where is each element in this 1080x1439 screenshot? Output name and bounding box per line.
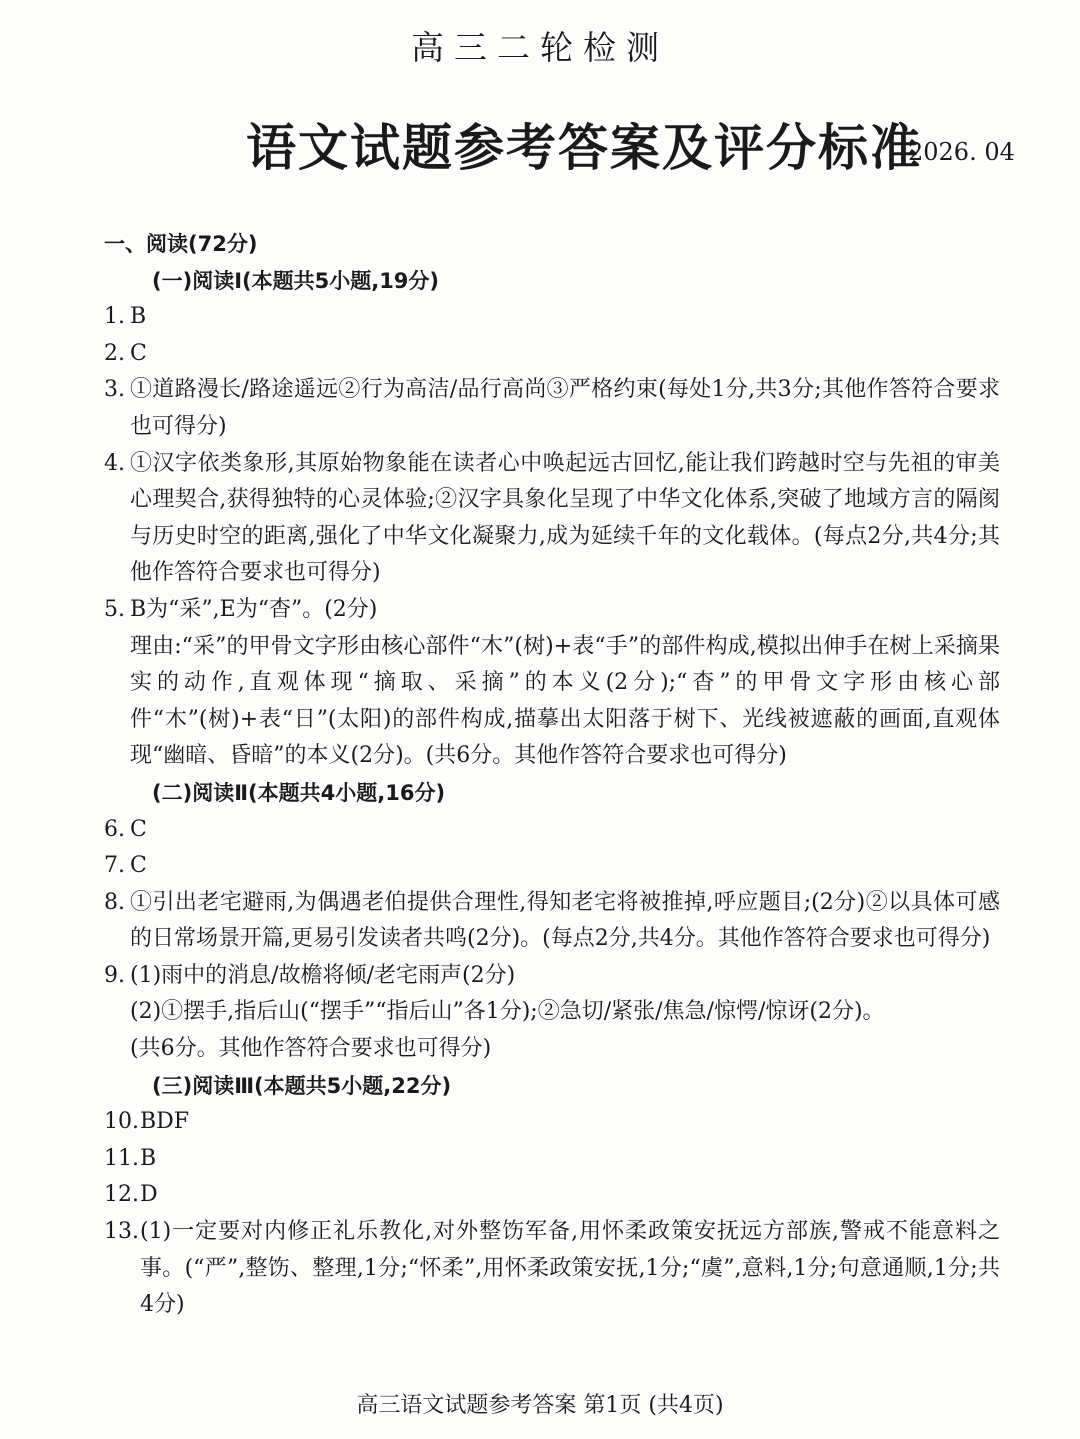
answer-text: B: [140, 1145, 157, 1171]
answer-item-1: [104, 299, 1000, 336]
answer-item-2: [104, 336, 1000, 373]
answer-item-10: [104, 1104, 1000, 1141]
subsection-heading-reading-3: (三)阅读Ⅲ(本题共5小题,22分): [152, 1073, 452, 1098]
answer-text: ①汉字依类象形,其原始物象能在读者心中唤起远古回忆,能让我们跨越时空与先祖的审美心理契合,获得独特的心灵体验;②汉字具象化呈现了中华文化体系,突破了地域方言的隔阂与历史时空的距离,强化了中华文化凝聚力,成为延续千年的文化载体。(每点2分,共4分;其他作答符合要求也可得分): [130, 450, 1000, 586]
question-number: 7.: [104, 853, 125, 879]
section-heading-reading: 一、阅读(72分): [104, 232, 258, 256]
answer-item-3: [104, 372, 1000, 445]
exam-date: 2026. 04: [908, 138, 1015, 166]
answer-item-13: [104, 1214, 1000, 1324]
question-number: 13.: [104, 1219, 139, 1245]
question-number: 4.: [104, 450, 125, 476]
page-footer: [0, 1388, 1080, 1419]
answer-text: D: [140, 1182, 158, 1208]
question-number: 11.: [104, 1145, 139, 1171]
question-number: 2.: [104, 340, 125, 366]
answer-part-1: (1)雨中的消息/故檐将倾/老宅雨声(2分): [130, 962, 516, 988]
answer-text: ①引出老宅避雨,为偶遇老伯提供合理性,得知老宅将被推掉,呼应题目;(2分)②以具体可感的日常场景开篇,更易引发读者共鸣(2分)。(每点2分,共4分。其他作答符合要求也可得分): [130, 889, 1000, 952]
answer-item-6: [104, 812, 1000, 849]
footer-text: 高三语文试题参考答案 第1页 (共4页): [356, 1393, 724, 1418]
question-number: 12.: [104, 1182, 139, 1208]
answer-text: BDF: [140, 1109, 190, 1135]
answer-text: C: [130, 340, 147, 366]
question-number: 9.: [104, 962, 125, 988]
answer-item-7: [104, 848, 1000, 885]
answer-item-12: [104, 1177, 1000, 1214]
page-title: 语文试题参考答案及评分标准: [246, 119, 922, 177]
answer-text: C: [130, 816, 147, 842]
answer-item-8: [104, 885, 1000, 958]
question-number: 6.: [104, 816, 125, 842]
answer-note: (共6分。其他作答符合要求也可得分): [130, 1036, 492, 1062]
answer-item-9: [104, 958, 1000, 1068]
answer-item-11: [104, 1141, 1000, 1178]
question-number: 8.: [104, 889, 125, 915]
exam-subtitle: 高三二轮检测: [411, 28, 669, 67]
subsection-heading-reading-1: (一)阅读Ⅰ(本题共5小题,19分): [152, 268, 440, 293]
answer-part-2: (2)①摆手,指后山(“摆手”“指后山”各1分);②急切/紧张/焦急/惊愕/惊讶(2分)。: [130, 999, 885, 1025]
answer-content: [104, 226, 1000, 1324]
answer-text: ①道路漫长/路途遥远②行为高洁/品行高尚③严格约束(每处1分,共3分;其他作答符合要求也可得分): [130, 377, 1000, 439]
question-number: 5.: [104, 596, 125, 622]
answer-reason: 理由:“采”的甲骨文字形由核心部件“木”(树)+表“手”的部件构成,模拟出伸手在树上采摘果实的动作,直观体现“摘取、采摘”的本义(2分);“杳”的甲骨文字形由核心部件“木”(树)+表“日”(太阳)的部件构成,描摹出太阳落于树下、光线被遮蔽的画面,直观体现“幽暗、昏暗”的本义(2分)。(共6分。其他作答符合要求也可得分): [130, 633, 1000, 769]
question-number: 10.: [104, 1109, 139, 1135]
answer-item-5: [104, 592, 1000, 775]
answer-text: C: [130, 853, 147, 879]
answer-text: B为“采”,E为“杳”。(2分): [130, 596, 378, 622]
subsection-heading-reading-2: (二)阅读Ⅱ(本题共4小题,16分): [152, 780, 446, 805]
question-number: 1.: [104, 304, 125, 330]
answer-item-4: [104, 446, 1000, 592]
question-number: 3.: [104, 377, 125, 403]
answer-text: B: [130, 304, 147, 330]
answer-text: (1)一定要对内修正礼乐教化,对外整饬军备,用怀柔政策安抚远方部族,警戒不能意料之事。(“严”,整饬、整理,1分;“怀柔”,用怀柔政策安抚,1分;“虞”,意料,1分;句意通顺,1分;共4分): [140, 1219, 1000, 1318]
